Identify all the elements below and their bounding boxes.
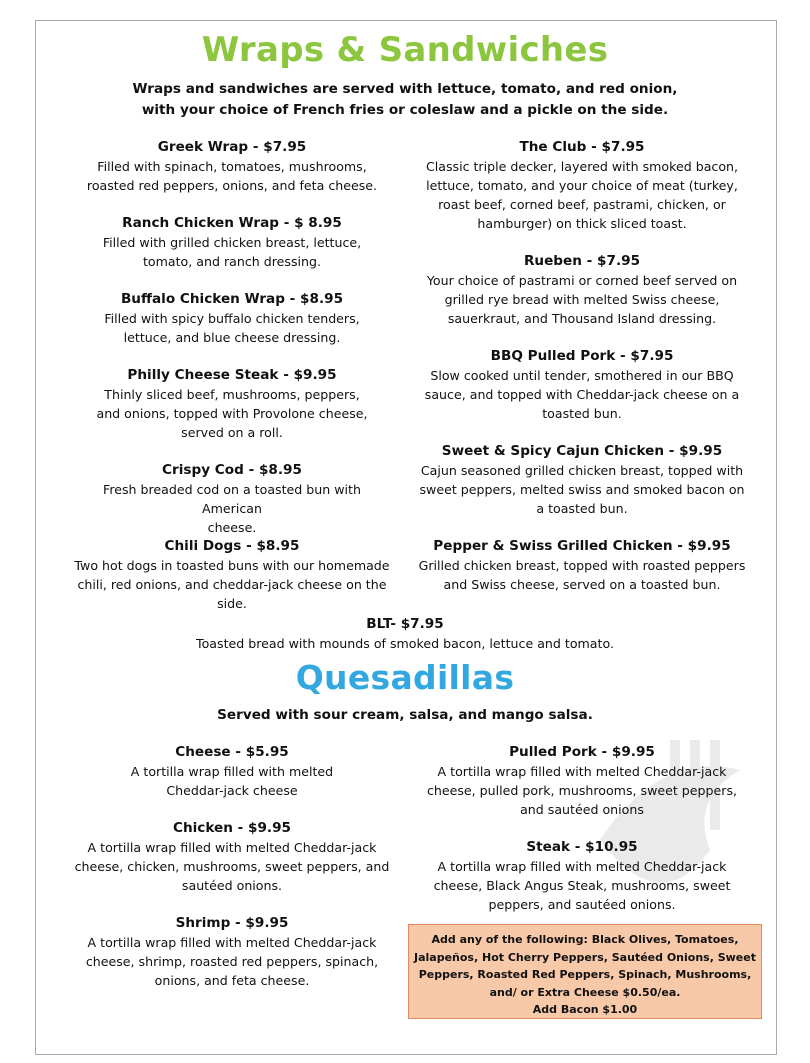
menu-item-description: Filled with spicy buffalo chicken tenders, <box>104 311 360 326</box>
menu-item-description: Slow cooked until tender, smothered in our BBQ <box>430 368 734 383</box>
menu-item-description: roast beef, corned beef, pastrami, chicken, or <box>438 197 726 212</box>
menu-item-title: Ranch Chicken Wrap - $ 8.95 <box>122 215 342 231</box>
menu-item <box>418 838 746 914</box>
addon-line: Peppers, Roasted Red Peppers, Spinach, Mushrooms, <box>418 968 752 981</box>
menu-item-description: Cajun seasoned grilled chicken breast, topped with <box>420 463 744 478</box>
menu-item-title: Greek Wrap - $7.95 <box>157 139 307 155</box>
menu-item-description: and onions, topped with Provolone cheese, <box>96 406 368 421</box>
menu-item-title: Sweet & Spicy Cajun Chicken - $9.95 <box>441 443 723 459</box>
quesadillas-section-title: Quesadillas <box>295 658 515 697</box>
menu-item-description: sweet peppers, melted swiss and smoked bacon on <box>419 482 745 497</box>
menu-item-description: hamburger) on thick sliced toast. <box>477 216 687 231</box>
menu-item <box>72 537 392 613</box>
menu-item-description: and Swiss cheese, served on a toasted bun. <box>443 577 721 592</box>
menu-item-description: cheese. <box>207 520 257 535</box>
menu-item-description: A tortilla wrap filled with melted Cheddar-jack <box>87 935 377 950</box>
menu-item-blt <box>0 615 810 653</box>
menu-item-title: Pepper & Swiss Grilled Chicken - $9.95 <box>433 538 731 554</box>
menu-item-description: A tortilla wrap filled with melted <box>130 764 334 779</box>
menu-item-title: Philly Cheese Steak - $9.95 <box>127 367 337 383</box>
menu-item-description: onions, and feta cheese. <box>154 973 310 988</box>
menu-item-description: cheese, Black Angus Steak, mushrooms, sweet <box>433 878 731 893</box>
menu-item-description: cheese, chicken, mushrooms, sweet peppers, and <box>74 859 390 874</box>
menu-item-description: Toasted bread with mounds of smoked bacon, lettuce and tomato. <box>196 636 614 651</box>
menu-item <box>72 290 392 347</box>
menu-item-description: Two hot dogs in toasted buns with our homemade <box>74 558 390 573</box>
menu-item <box>418 442 746 518</box>
menu-item-description: grilled rye bread with melted Swiss cheese, <box>444 292 720 307</box>
menu-item-title: Chicken - $9.95 <box>172 820 292 836</box>
menu-item <box>418 347 746 423</box>
menu-item-title: Shrimp - $9.95 <box>175 915 289 931</box>
menu-item-title: BBQ Pulled Pork - $7.95 <box>490 348 674 364</box>
menu-item-description: chili, red onions, and cheddar-jack cheese on the <box>77 577 387 592</box>
menu-item-title: Cheese - $5.95 <box>175 744 289 760</box>
menu-item <box>72 366 392 442</box>
menu-item-title: Pulled Pork - $9.95 <box>509 744 655 760</box>
menu-item <box>418 537 746 594</box>
wraps-intro-line-2: with your choice of French fries or coleslaw and a pickle on the side. <box>141 102 669 118</box>
menu-item-title: Steak - $10.95 <box>526 839 638 855</box>
menu-item-description: tomato, and ranch dressing. <box>142 254 321 269</box>
menu-item-description: Thinly sliced beef, mushrooms, peppers, <box>104 387 360 402</box>
menu-item-description: sauerkraut, and Thousand Island dressing. <box>447 311 717 326</box>
menu-item <box>418 743 746 819</box>
menu-item-description: lettuce, tomato, and your choice of meat (turkey, <box>426 178 738 193</box>
menu-item-description: peppers, and sautéed onions. <box>488 897 676 912</box>
menu-item-description: sauce, and topped with Cheddar-jack cheese on a <box>424 387 740 402</box>
menu-item <box>72 138 392 195</box>
menu-item-title: BLT- $7.95 <box>366 616 444 632</box>
menu-item-description: side. <box>217 596 247 611</box>
menu-item-description: A tortilla wrap filled with melted Cheddar-jack <box>437 764 727 779</box>
menu-item-description: A tortilla wrap filled with melted Cheddar-jack <box>437 859 727 874</box>
addon-line: Add any of the following: Black Olives, Tomatoes, <box>431 933 739 946</box>
addon-options-box <box>408 924 762 1019</box>
menu-item-title: The Club - $7.95 <box>519 139 645 155</box>
menu-item-title: Buffalo Chicken Wrap - $8.95 <box>120 291 344 307</box>
menu-item-description: a toasted bun. <box>536 501 628 516</box>
menu-item-description: sautéed onions. <box>181 878 283 893</box>
menu-item-title: Rueben - $7.95 <box>523 253 641 269</box>
menu-item <box>72 819 392 895</box>
menu-item-description: toasted bun. <box>542 406 622 421</box>
menu-item-description: cheese, pulled pork, mushrooms, sweet peppers, <box>426 783 738 798</box>
menu-item-description: Fresh breaded cod on a toasted bun with American <box>103 482 361 516</box>
menu-item <box>72 743 392 800</box>
menu-item-description: Classic triple decker, layered with smoked bacon, <box>425 159 739 174</box>
menu-item-description: Grilled chicken breast, topped with roasted peppers <box>418 558 746 573</box>
menu-item <box>418 252 746 328</box>
quesadillas-intro: Served with sour cream, salsa, and mango salsa. <box>217 707 593 723</box>
addon-line: Add Bacon $1.00 <box>532 1003 638 1016</box>
menu-item-description: served on a roll. <box>181 425 283 440</box>
wraps-section-title: Wraps & Sandwiches <box>201 30 609 70</box>
menu-item-description: Your choice of pastrami or corned beef served on <box>426 273 738 288</box>
menu-item-description: roasted red peppers, onions, and feta cheese. <box>86 178 378 193</box>
menu-item-description: Filled with spinach, tomatoes, mushrooms, <box>97 159 367 174</box>
addon-line: Jalapeños, Hot Cherry Peppers, Sautéed Onions, Sweet <box>414 950 756 964</box>
addon-line: and/ or Extra Cheese $0.50/ea. <box>489 985 681 999</box>
wraps-intro-line-1: Wraps and sandwiches are served with lettuce, tomato, and red onion, <box>132 81 678 97</box>
menu-item-description: Cheddar-jack cheese <box>166 783 298 798</box>
menu-item-description: lettuce, and blue cheese dressing. <box>123 330 341 345</box>
menu-item-description: Filled with grilled chicken breast, lettuce, <box>102 235 362 250</box>
menu-item-description: and sautéed onions <box>520 802 644 817</box>
menu-item-description: cheese, shrimp, roasted red peppers, spinach, <box>85 954 379 969</box>
menu-item <box>72 914 392 990</box>
menu-item <box>418 138 746 233</box>
menu-item <box>72 461 392 537</box>
menu-item <box>72 214 392 271</box>
menu-item-title: Chili Dogs - $8.95 <box>164 538 300 554</box>
menu-item-description: A tortilla wrap filled with melted Cheddar-jack <box>87 840 377 855</box>
menu-item-title: Crispy Cod - $8.95 <box>162 462 302 478</box>
